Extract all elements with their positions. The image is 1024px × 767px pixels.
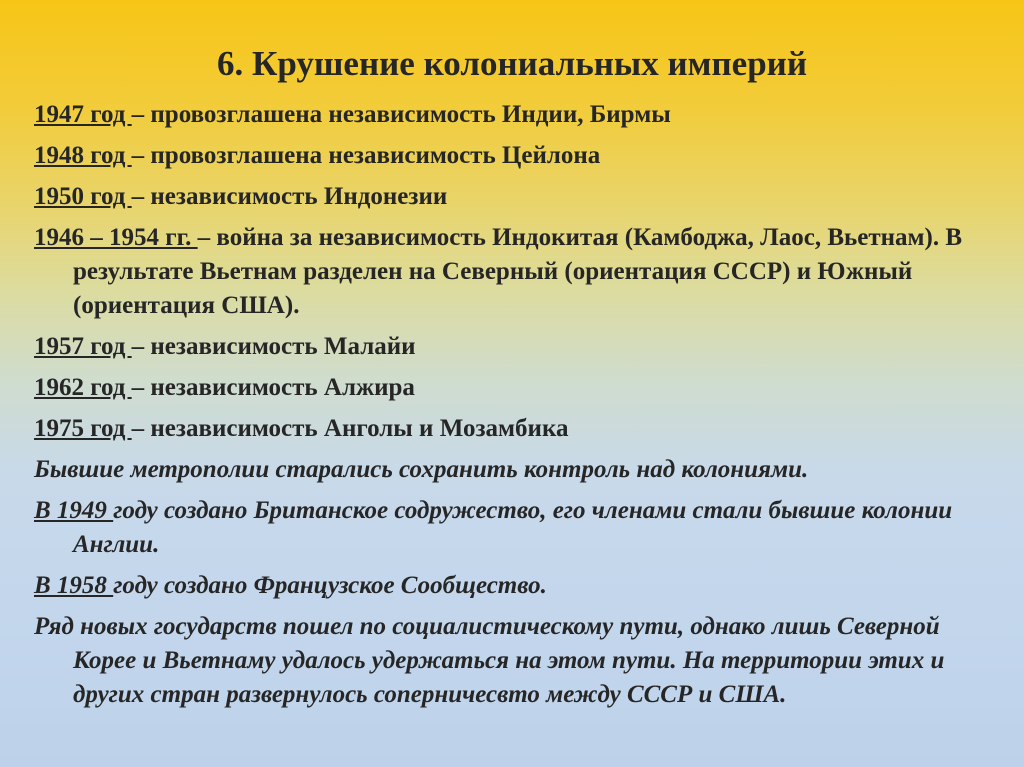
event-text: – провозглашена независимость Цейлона [131, 142, 601, 169]
note-text: году создано Британское содружество, его членами стали бывшие колонии Англии. [73, 497, 953, 558]
note-british-commonwealth [34, 494, 994, 562]
note-text: Бывшие метрополии старались сохранить контроль над колониями. [34, 456, 809, 483]
event-item-1975 [34, 412, 994, 446]
event-text: – независимость Алжира [131, 374, 415, 401]
note-french-community [34, 569, 994, 603]
event-item-1947 [34, 98, 994, 132]
event-date: 1950 год [34, 183, 132, 210]
slide-title: 6. Крушение колониальных империй [217, 44, 807, 83]
event-text: – провозглашена независимость Индии, Бирмы [131, 101, 671, 128]
slide-content [34, 98, 994, 712]
event-text: – независимость Анголы и Мозамбика [131, 415, 569, 442]
note-date: В 1958 [34, 572, 114, 599]
event-text: – независимость Индонезии [131, 183, 448, 210]
event-item-1957 [34, 330, 994, 364]
event-date: 1975 год [34, 415, 132, 442]
event-text: – война за независимость Индокитая (Камбоджа, Лаос, Вьетнам). В результате Вьетнам разделен на Северный (ориентация СССР) и Южный (ориентация США). [73, 224, 963, 319]
event-date: 1946 – 1954 гг. [34, 224, 198, 251]
event-item-1950 [34, 180, 994, 214]
note-date: В 1949 [34, 497, 114, 524]
event-item-1962 [34, 371, 994, 405]
note-text: году создано Французское Сообщество. [113, 572, 547, 599]
event-date: 1962 год [34, 374, 132, 401]
note-metropolies [34, 453, 994, 487]
event-date: 1948 год [34, 142, 132, 169]
event-item-1948 [34, 139, 994, 173]
note-text: Ряд новых государств пошел по социалистическому пути, однако лишь Северной Корее и Вьетнаму удалось удержаться на этом пути. На территории этих и других стран развернулось соперничесвто между СССР и США. [34, 613, 945, 708]
event-text: – независимость Малайи [131, 333, 416, 360]
event-date: 1947 год [34, 101, 132, 128]
event-date: 1957 год [34, 333, 132, 360]
event-item-1946-1954 [34, 221, 994, 323]
note-socialist-path [34, 610, 994, 712]
